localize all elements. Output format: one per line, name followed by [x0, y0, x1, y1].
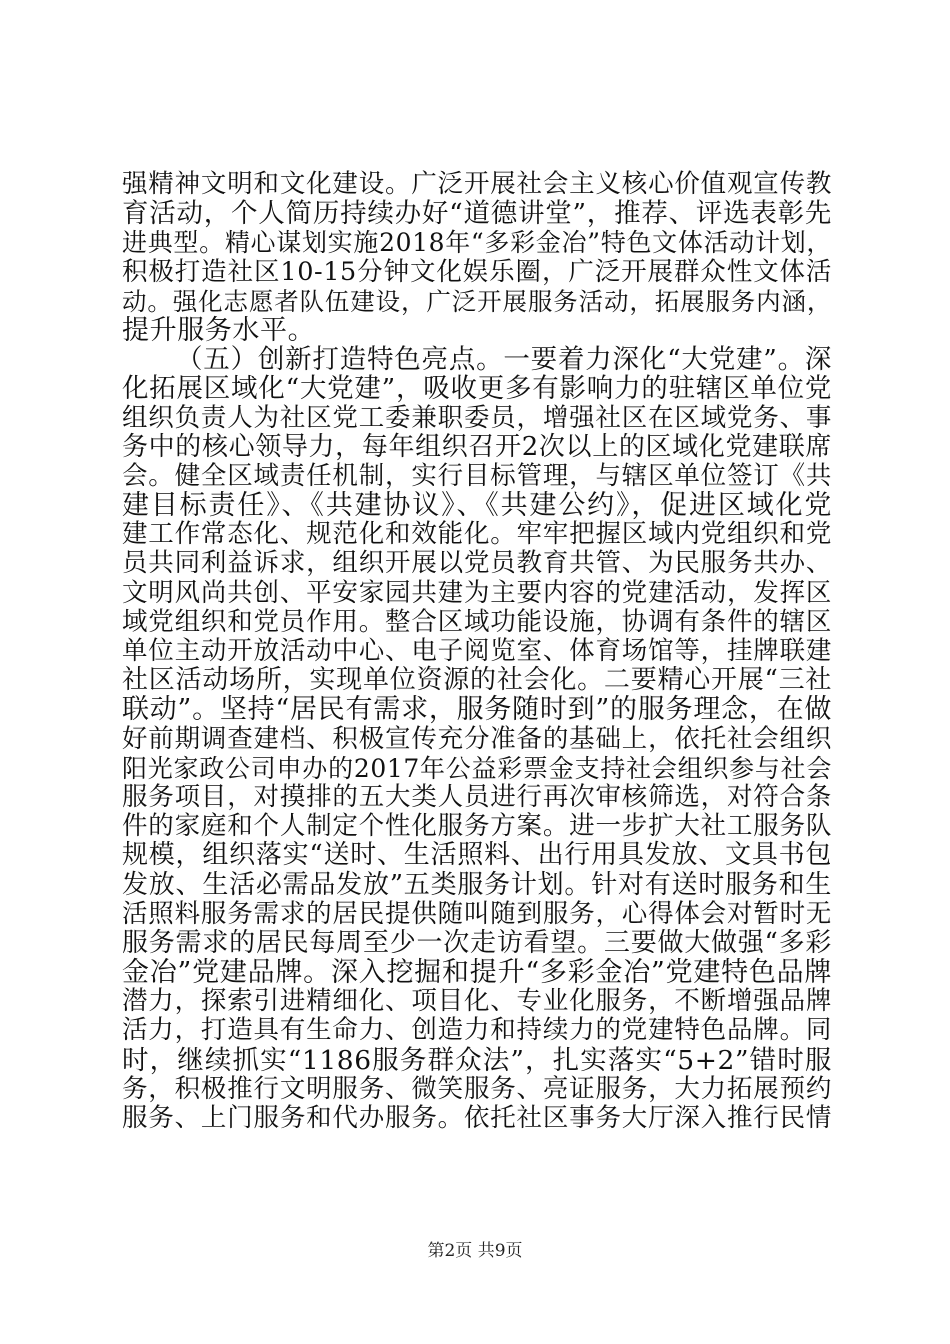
- text-line-33: 服务、上门服务和代办服务。依托社区事务大厅深入推行民情: [122, 1103, 832, 1133]
- text-line-26: 活照料服务需求的居民提供随叫随到服务，心得体会对暂时无: [122, 898, 832, 929]
- text-line-18: 社区活动场所，实现单位资源的社会化。二要精心开展“三社: [122, 665, 832, 696]
- text-line-23: 件的家庭和个人制定个性化服务方案。进一步扩大社工服务队: [122, 811, 832, 842]
- text-line-1: 强精神文明和文化建设。广泛开展社会主义核心价值观宣传教: [122, 169, 832, 199]
- text-line-16: 域党组织和党员作用。整合区域功能设施，协调有条件的辖区: [122, 606, 832, 637]
- text-line-6: 提升服务水平。: [122, 314, 316, 346]
- text-line-19: 联动”。坚持“居民有需求，服务随时到”的服务理念，在做: [122, 694, 832, 726]
- text-line-2: 育活动，个人简历持续办好“道德讲堂”，推荐、评选表彰先: [122, 198, 832, 230]
- paragraph-start-line: （五）创新打造特色亮点。一要着力深化“大党建”。深: [176, 344, 832, 376]
- text-line-14: 员共同利益诉求，组织开展以党员教育共管、为民服务共办、: [122, 548, 832, 579]
- body-text: [122, 170, 832, 1133]
- text-line-31: 时，继续抓实“1186服务群众法”，扎实落实“5+2”错时服: [122, 1044, 832, 1076]
- text-line-24: 规模，组织落实“送时、生活照料、出行用具发放、文具书包: [122, 840, 832, 871]
- text-line-28: 金冶”党建品牌。深入挖掘和提升“多彩金冶”党建特色品牌: [122, 957, 832, 989]
- text-line-22: 服务项目，对摸排的五大类人员进行再次审核筛选，对符合条: [122, 781, 832, 812]
- text-line-10: 务中的核心领导力，每年组织召开2次以上的区域化党建联席: [122, 431, 832, 462]
- text-line-27: 服务需求的居民每周至少一次走访看望。三要做大做强“多彩: [122, 927, 832, 958]
- text-line-13: 建工作常态化、规范化和效能化。牢牢把握区域内党组织和党: [122, 519, 832, 550]
- text-line-17: 单位主动开放活动中心、电子阅览室、体育场馆等，挂牌联建: [122, 636, 832, 666]
- text-line-30: 活力，打造具有生命力、创造力和持续力的党建特色品牌。同: [122, 1015, 832, 1046]
- text-line-8: 化拓展区域化“大党建”，吸收更多有影响力的驻辖区单位党: [122, 373, 832, 405]
- text-line-15: 文明风尚共创、平安家园共建为主要内容的党建活动，发挥区: [122, 577, 832, 608]
- text-line-11: 会。健全区域责任机制，实行目标管理，与辖区单位签订《共: [122, 460, 832, 491]
- text-line-20: 好前期调查建档、积极宣传充分准备的基础上，依托社会组织: [122, 723, 832, 754]
- text-line-3: 进典型。精心谋划实施2018年“多彩金冶”特色文体活动计划，: [122, 228, 832, 258]
- text-line-29: 潜力，探索引进精细化、项目化、专业化服务，不断增强品牌: [122, 986, 832, 1017]
- text-line-25: 发放、生活必需品发放”五类服务计划。针对有送时服务和生: [122, 869, 832, 900]
- page-number-footer: 第2页 共9页: [427, 1241, 523, 1261]
- text-line-12: 建目标责任》、《共建协议》、《共建公约》，促进区域化党: [122, 490, 832, 522]
- text-line-5: 动。强化志愿者队伍建设，广泛开展服务活动，拓展服务内涵，: [122, 286, 832, 316]
- text-line-4: 积极打造社区10-15分钟文化娱乐圈，广泛开展群众性文体活: [122, 256, 832, 287]
- text-line-32: 务，积极推行文明服务、微笑服务、亮证服务，大力拓展预约: [122, 1073, 832, 1104]
- text-line-21: 阳光家政公司申办的2017年公益彩票金支持社会组织参与社会: [122, 753, 832, 783]
- text-line-9: 组织负责人为社区党工委兼职委员，增强社区在区域党务、事: [122, 402, 832, 433]
